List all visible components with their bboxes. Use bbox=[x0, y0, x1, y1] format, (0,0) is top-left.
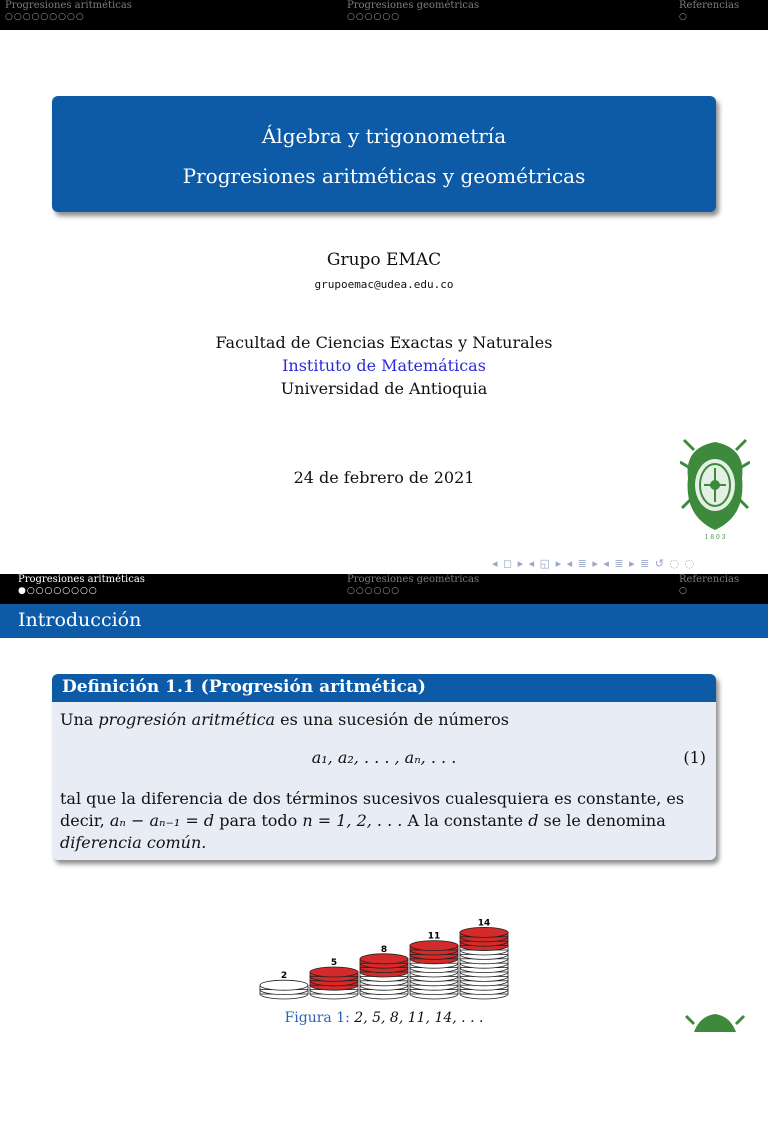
sequence-equation: a₁, a₂, . . . , aₙ, . . . bbox=[311, 748, 457, 767]
nav-section-dots[interactable]: ○○○○○○ bbox=[347, 12, 401, 22]
definition-title: Definición 1.1 (Progresión aritmética) bbox=[62, 677, 426, 697]
nav-section-label: Referencias bbox=[679, 0, 740, 11]
nav-section-dots[interactable]: ○ bbox=[679, 12, 688, 22]
definition-block bbox=[52, 674, 716, 860]
coin-stacks-figure bbox=[252, 884, 518, 1008]
nav-section-referencias[interactable] bbox=[679, 0, 739, 23]
stack-label: 14 bbox=[477, 918, 491, 929]
equation-number: (1) bbox=[683, 748, 706, 767]
presentation-date: 24 de febrero de 2021 bbox=[293, 468, 475, 487]
svg-text:1 8 0 3: 1 8 0 3 bbox=[704, 534, 726, 541]
introduction-slide bbox=[0, 574, 768, 1148]
section-navbar bbox=[0, 574, 768, 604]
nav-section-label: Progresiones aritméticas bbox=[18, 574, 145, 585]
beamer-navigation-controls[interactable]: ◂ ◻ ▸ ◂ ◱ ▸ ◂ ≣ ▸ ◂ ≣ ▸ ≣ ↺ ◌ ◌ bbox=[492, 557, 696, 570]
nav-section-label: Progresiones geométricas bbox=[347, 0, 480, 11]
definition-header bbox=[52, 674, 716, 702]
nav-section-dots[interactable]: ○○○○○○ bbox=[347, 586, 401, 596]
coin-top bbox=[460, 927, 508, 937]
coin-top bbox=[260, 980, 308, 990]
faculty: Facultad de Ciencias Exactas y Naturales bbox=[215, 333, 553, 352]
author: Grupo EMAC bbox=[326, 250, 442, 270]
coin-stack bbox=[410, 932, 458, 999]
university-seal-logo bbox=[680, 438, 750, 542]
nav-section-label: Progresiones geométricas bbox=[347, 574, 480, 585]
nav-section-dots[interactable]: ○ bbox=[679, 586, 688, 596]
coin-stack bbox=[310, 958, 358, 999]
section-navbar bbox=[0, 0, 768, 30]
title-box bbox=[52, 96, 716, 212]
institute-link[interactable]: Instituto de Matemáticas bbox=[282, 356, 486, 375]
stack-label: 8 bbox=[380, 944, 388, 955]
frame-title-bar bbox=[0, 604, 768, 638]
coin-stack bbox=[460, 918, 508, 999]
university: Universidad de Antioquia bbox=[280, 379, 488, 398]
frame-title: Introducción bbox=[18, 609, 142, 631]
author-email: grupoemac@udea.edu.co bbox=[314, 278, 454, 291]
presentation-title: Álgebra y trigonometría bbox=[261, 124, 507, 148]
stack-label: 5 bbox=[330, 958, 338, 968]
coin-top bbox=[310, 967, 358, 977]
coin-top bbox=[360, 954, 408, 964]
nav-section-label: Referencias bbox=[679, 574, 740, 585]
figure-caption-text: 2, 5, 8, 11, 14, . . . bbox=[349, 1010, 484, 1026]
nav-section-aritmeticas[interactable] bbox=[5, 0, 132, 23]
stack-label: 11 bbox=[427, 931, 441, 942]
coin-stack bbox=[260, 971, 308, 999]
figure-caption-label[interactable]: Figura 1: bbox=[284, 1010, 350, 1026]
definition-intro: Una progresión aritmética es una sucesión de números bbox=[60, 710, 509, 729]
coin-stack bbox=[360, 945, 408, 999]
nav-section-geometricas[interactable] bbox=[347, 574, 479, 597]
definition-body: tal que la diferencia de dos términos sucesivos cualesquiera es constante, es decir, aₙ − aₙ₋₁ = d para todo n = 1, 2, . . . A la constante d se le denomina diferencia común. bbox=[60, 789, 685, 852]
nav-section-dots[interactable]: ●○○○○○○○○ bbox=[18, 586, 98, 596]
stack-label: 2 bbox=[280, 971, 288, 982]
nav-section-referencias[interactable] bbox=[679, 574, 739, 597]
presentation-subtitle: Progresiones aritméticas y geométricas bbox=[182, 164, 586, 188]
coin-top bbox=[410, 941, 458, 951]
nav-section-dots[interactable]: ○○○○○○○○○ bbox=[5, 12, 85, 22]
nav-section-geometricas[interactable] bbox=[347, 0, 479, 23]
nav-section-aritmeticas[interactable] bbox=[18, 574, 145, 597]
university-seal-logo bbox=[680, 1012, 750, 1032]
nav-section-label: Progresiones aritméticas bbox=[5, 0, 132, 11]
